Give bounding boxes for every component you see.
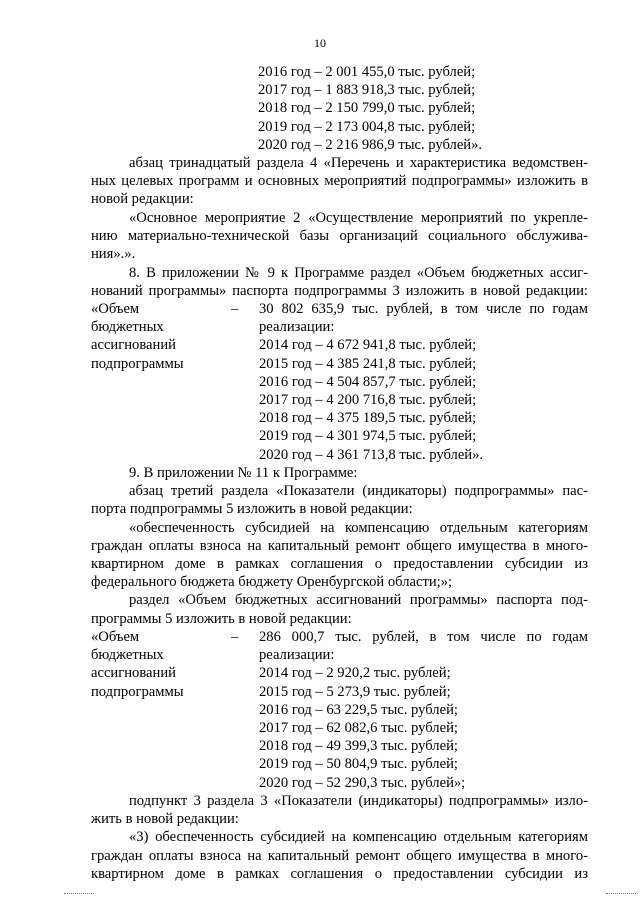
paragraph-osnovnoe-meropriyatie: «Основное мероприятие 2 «Осуществление мероприятий по укрепле- нию материально-технической базы организаций социального обслужива- ния».». 8. В приложении № 9 к Программе раздел «Объем бюджетных ассиг- нований программы» паспорта подпрограммы 3 изложить в новой редакции: (91, 210, 588, 299)
page-number: 10 (314, 36, 326, 50)
budget-table-subprogram-5 (91, 628, 588, 792)
table-dash: – (231, 301, 239, 317)
budget-table-subprogram-3 (91, 300, 588, 464)
year-line: 2019 год – 2 173 004,8 тыс. рублей; (258, 118, 476, 135)
funding-years-list (258, 63, 482, 154)
table-dash: – (231, 629, 239, 645)
table-label: «Объем бюджетных ассигнований подпрограммы (91, 301, 184, 372)
table-values: 30 802 635,9 тыс. рублей, в том числе по годам реализации: 2014 год – 4 672 941,8 тыс. рублей; 2015 год – 4 385 241,8 тыс. рублей; 2016 год – 4 504 857,7 тыс. рублей; 2017 год – 4 200 716,8 тыс. рублей; 2018 год – 4 375 189,5 тыс. рублей; 2019 год – 4 301 974,5 тыс. рублей; 2020 год – 4 361 713,8 тыс. рублей». (259, 301, 588, 463)
paragraph-item-9: 9. В приложении № 11 к Программе: абзац третий раздела «Показатели (индикаторы) подпрограммы» пас- порта подпрограммы 5 изложить в новой редакции: «обеспеченность субсидией на компенсацию отдельным категориям граждан оплаты взноса на капитальный ремонт общего имущества в много- квартирном доме в рамках соглашения о предоставлении субсидии из федерального бюджета бюджету Оренбургской области;»; раздел «Объем бюджетных ассигнований программы» паспорта под- программы 5 изложить в новой редакции: (91, 465, 588, 627)
table-values: 286 000,7 тыс. рублей, в том числе по годам реализации: 2014 год – 2 920,2 тыс. рублей; 2015 год – 5 273,9 тыс. рублей; 2016 год – 63 229,5 тыс. рублей; 2017 год – 62 082,6 тыс. рублей; 2018 год – 49 399,3 тыс. рублей; 2019 год – 50 804,9 тыс. рублей; 2020 год – 52 290,3 тыс. рублей»; (259, 629, 588, 791)
year-line: 2017 год – 1 883 918,3 тыс. рублей; (258, 82, 476, 99)
paragraph-podpunkt-3: подпункт 3 раздела 3 «Показатели (индикаторы) подпрограммы» изло- жить в новой редакции: «3) обеспеченность субсидией на компенсацию отдельным категориям граждан оплаты взноса на капитальный ремонт общего имущества в много- квартирном доме в рамках соглашения о предоставлении субсидии из (91, 793, 588, 882)
year-line: 2016 год – 2 001 455,0 тыс. рублей; (258, 64, 476, 80)
year-line: 2018 год – 2 150 799,0 тыс. рублей; (258, 100, 476, 117)
year-line: 2020 год – 2 216 986,9 тыс. рублей». (258, 136, 483, 153)
scan-artifact-right (606, 893, 636, 896)
table-label: «Объем бюджетных ассигнований подпрограммы (91, 629, 184, 700)
paragraph-abzac-13: абзац тринадцатый раздела 4 «Перечень и характеристика ведомствен- ных целевых программ и основных мероприятий подпрограммы» изложить в новой редакции: (91, 155, 588, 208)
scan-artifact-left (64, 893, 94, 896)
